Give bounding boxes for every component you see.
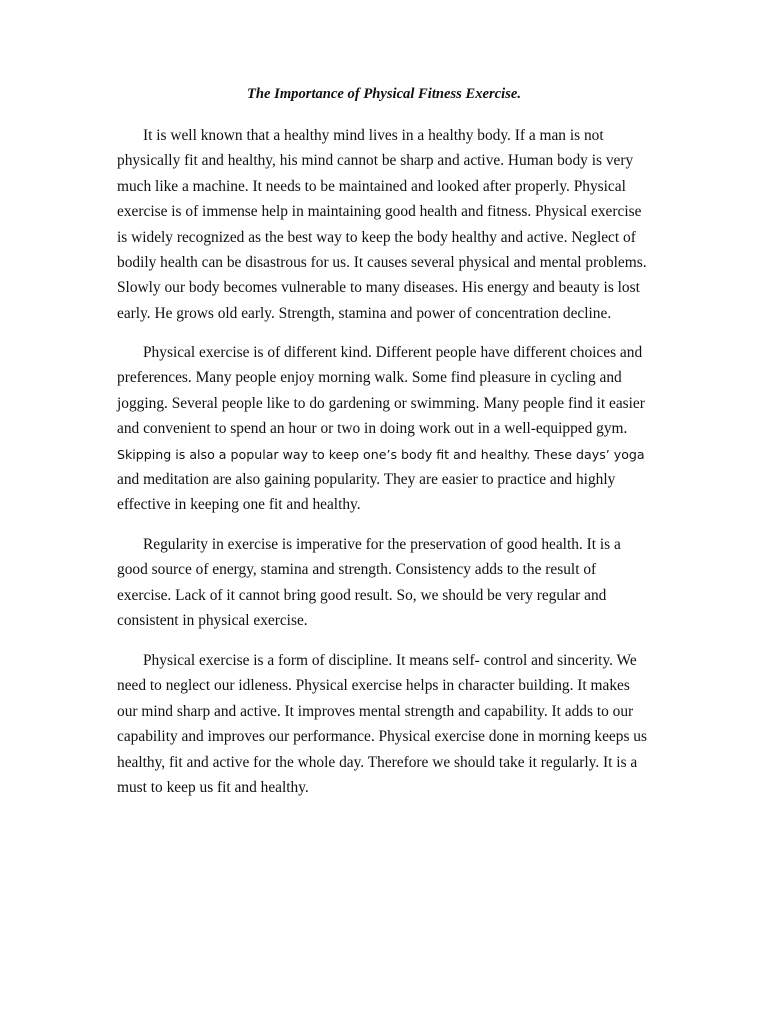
paragraph-line: Slowly our body becomes vulnerable to many diseases. His energy and beauty is lost <box>117 279 640 297</box>
paragraph-line: bodily health can be disastrous for us. It causes several physical and mental problems. <box>117 254 647 272</box>
paragraph-line: It is well known that a healthy mind lives in a healthy body. If a man is not <box>143 127 604 144</box>
paragraph-line: effective in keeping one fit and healthy. <box>117 496 361 514</box>
paragraph-line: and meditation are also gaining popularity. They are easier to practice and highly <box>117 471 616 489</box>
paragraph-line: early. He grows old early. Strength, stamina and power of concentration decline. <box>117 304 612 322</box>
paragraph-line: need to neglect our idleness. Physical exercise helps in character building. It makes <box>117 677 630 695</box>
paragraph-line: good source of energy, stamina and strength. Consistency adds to the result of <box>117 561 597 579</box>
paragraph-line: Physical exercise is a form of discipline. It means self- control and sincerity. We <box>143 652 637 669</box>
paragraph-line: Physical exercise is of different kind. Different people have different choices and <box>143 344 643 361</box>
paragraph-line: must to keep us fit and healthy. <box>117 779 309 797</box>
paragraph-line: healthy, fit and active for the whole day. Therefore we should take it regularly. It is a <box>117 753 638 771</box>
document-title: The Importance of Physical Fitness Exercise. <box>246 86 522 102</box>
paragraph-line: Skipping is also a popular way to keep one’s body fit and healthy. These days’ yoga <box>117 446 645 462</box>
paragraph-line: preferences. Many people enjoy morning walk. Some find pleasure in cycling and <box>117 369 622 387</box>
paragraph-line: our mind sharp and active. It improves mental strength and capability. It adds to our <box>117 702 634 720</box>
paragraph-line: exercise is of immense help in maintaining good health and fitness. Physical exercise <box>117 203 642 221</box>
paragraph-line: much like a machine. It needs to be maintained and looked after properly. Physical <box>117 177 626 195</box>
paragraph-line: Regularity in exercise is imperative for the preservation of good health. It is a <box>143 536 621 553</box>
paragraph-line: physically fit and healthy, his mind cannot be sharp and active. Human body is very <box>117 152 634 170</box>
paragraph-line: capability and improves our performance. Physical exercise done in morning keeps us <box>117 728 647 746</box>
paragraph-line: and convenient to spend an hour or two in doing work out in a well-equipped gym. <box>117 420 628 438</box>
paragraph-1 <box>117 123 655 326</box>
paragraph-line: exercise. Lack of it cannot bring good result. So, we should be very regular and <box>117 586 607 604</box>
paragraph-line: jogging. Several people like to do gardening or swimming. Many people find it easier <box>117 394 645 412</box>
paragraph-2 <box>117 340 655 518</box>
paragraph-3 <box>117 532 655 634</box>
paragraph-4 <box>117 648 655 800</box>
paragraph-line: consistent in physical exercise. <box>117 612 308 630</box>
paragraph-line: is widely recognized as the best way to keep the body healthy and active. Neglect of <box>117 228 636 246</box>
